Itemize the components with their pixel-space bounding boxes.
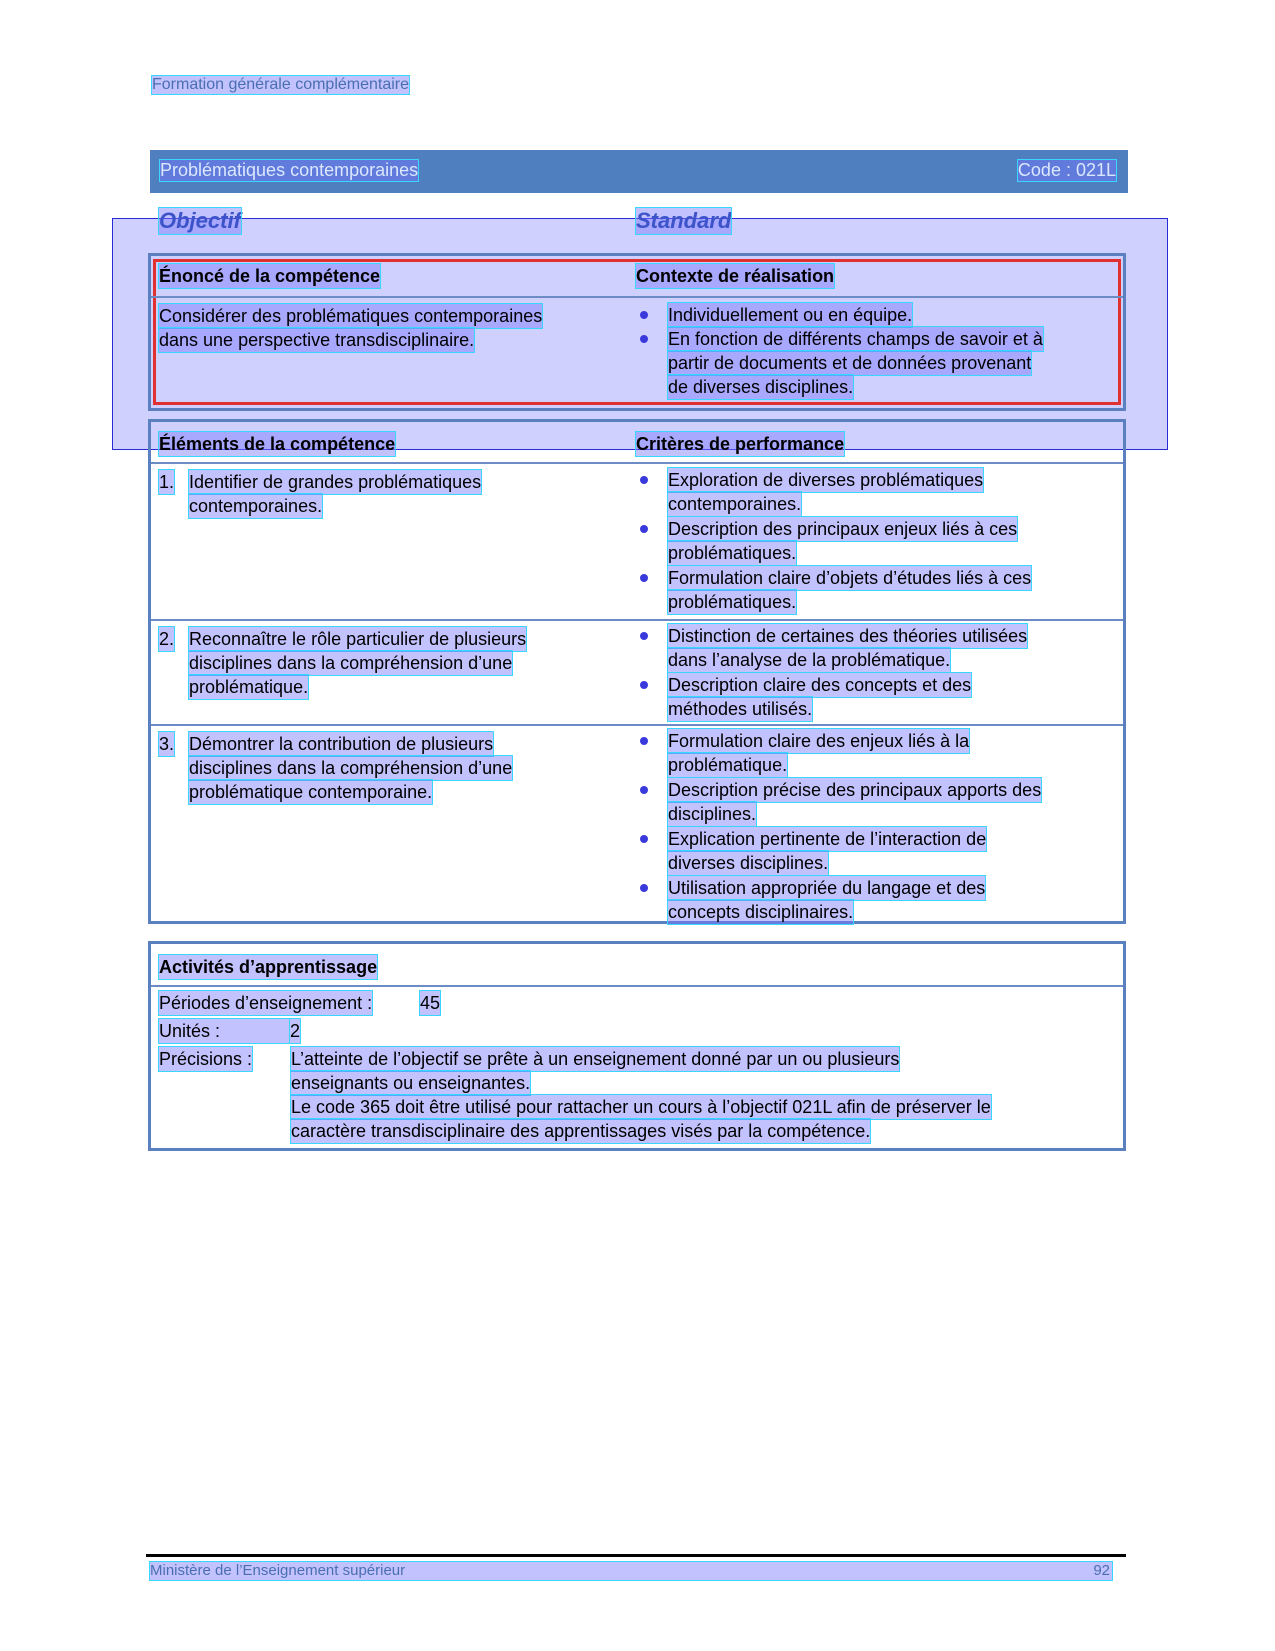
bullet-icon [640, 574, 648, 582]
critere-line: disciplines. [668, 804, 757, 824]
criteres-heading: Critères de performance [636, 434, 845, 454]
bullet-icon [640, 335, 648, 343]
critere-line: Description des principaux enjeux liés à ces [668, 519, 1018, 539]
element-number: 2. [159, 629, 175, 649]
bullet-icon [640, 476, 648, 484]
critere-line: Explication pertinente de l’interaction de [668, 829, 987, 849]
periodes-label: Périodes d’enseignement : [159, 993, 373, 1013]
objectif-label: Objectif [159, 208, 241, 233]
bullet-icon [640, 632, 648, 640]
page-number: 92 [1093, 1562, 1110, 1579]
course-title: Problématiques contemporaines [160, 160, 419, 180]
element-number: 1. [159, 472, 175, 492]
critere-line: Description précise des principaux apports des [668, 780, 1042, 800]
bullet-icon [640, 525, 648, 533]
element-line: problématique contemporaine. [189, 782, 433, 802]
unites-label: Unités : [159, 1019, 289, 1043]
row-divider [151, 724, 1123, 726]
critere-line: contemporaines. [668, 494, 802, 514]
critere-line: Utilisation appropriée du langage et des [668, 878, 986, 898]
enonce-heading: Énoncé de la compétence [159, 266, 381, 286]
bullet-icon [640, 681, 648, 689]
critere-line: Description claire des concepts et des [668, 675, 972, 695]
contexte-line: En fonction de différents champs de savoir et à [668, 329, 1043, 349]
footer-bar [150, 1562, 1112, 1580]
critere-line: problématique. [668, 755, 788, 775]
periodes-value: 45 [420, 993, 441, 1013]
elements-divider [151, 462, 1123, 464]
element-line: disciplines dans la compréhension d’une [189, 653, 513, 673]
bullet-icon [640, 884, 648, 892]
critere-line: dans l’analyse de la problématique. [668, 650, 951, 670]
footer-ministry: Ministère de l’Enseignement supérieur [150, 1562, 406, 1579]
activites-heading: Activités d’apprentissage [159, 957, 378, 977]
competence-divider [151, 296, 1123, 298]
element-number: 3. [159, 734, 175, 754]
element-line: Identifier de grandes problématiques [189, 472, 482, 492]
contexte-line: de diverses disciplines. [668, 377, 854, 397]
element-line: Démontrer la contribution de plusieurs [189, 734, 494, 754]
critere-line: problématiques. [668, 543, 797, 563]
critere-line: diverses disciplines. [668, 853, 829, 873]
standard-label: Standard [636, 208, 732, 233]
bullet-icon [640, 311, 648, 319]
element-line: disciplines dans la compréhension d’une [189, 758, 513, 778]
page-header: Formation générale complémentaire [152, 76, 410, 93]
precisions-line: L’atteinte de l’objectif se prête à un enseignement donné par un ou plusieurs [291, 1049, 900, 1069]
critere-line: Formulation claire des enjeux liés à la [668, 731, 970, 751]
critere-line: concepts disciplinaires. [668, 902, 854, 922]
precisions-line: Le code 365 doit être utilisé pour rattacher un cours à l’objectif 021L afin de préserver le [291, 1097, 991, 1117]
critere-line: problématiques. [668, 592, 797, 612]
bullet-icon [640, 786, 648, 794]
contexte-line: partir de documents et de données provenant [668, 353, 1032, 373]
precisions-line: enseignants ou enseignantes. [291, 1073, 531, 1093]
elements-heading: Éléments de la compétence [159, 434, 396, 454]
critere-line: Exploration de diverses problématiques [668, 470, 984, 490]
row-divider [151, 619, 1123, 621]
element-line: Reconnaître le rôle particulier de plusieurs [189, 629, 527, 649]
footer-rule [146, 1554, 1126, 1557]
contexte-line: Individuellement ou en équipe. [668, 305, 913, 325]
element-line: contemporaines. [189, 496, 323, 516]
element-line: problématique. [189, 677, 309, 697]
enonce-line: Considérer des problématiques contemporaines [159, 306, 543, 326]
bullet-icon [640, 835, 648, 843]
bullet-icon [640, 737, 648, 745]
critere-line: méthodes utilisés. [668, 699, 813, 719]
contexte-heading: Contexte de réalisation [636, 266, 835, 286]
title-bar [150, 150, 1128, 193]
activites-divider [151, 985, 1123, 987]
unites-value: 2 [290, 1021, 301, 1041]
critere-line: Formulation claire d’objets d’études liés à ces [668, 568, 1032, 588]
critere-line: Distinction de certaines des théories utilisées [668, 626, 1028, 646]
precisions-line: caractère transdisciplinaire des apprentissages visés par la compétence. [291, 1121, 871, 1141]
enonce-line: dans une perspective transdisciplinaire. [159, 330, 475, 350]
precisions-label: Précisions : [159, 1049, 253, 1069]
course-code: Code : 021L [1017, 160, 1116, 180]
